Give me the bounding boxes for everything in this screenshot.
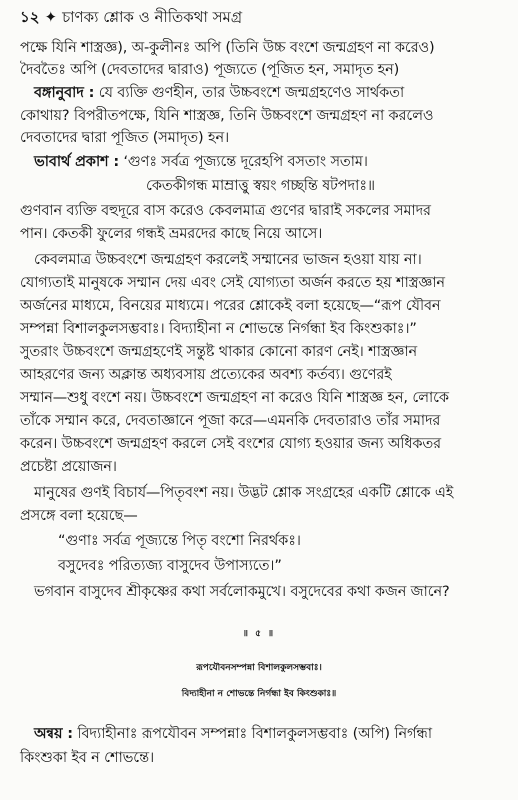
text-line: দৈবতৈঃ অপি (দেবতাদের দ্বারাও) পূজ্যতে (পূজিত হন, সমাদৃত হন) [20,62,400,78]
text-line: করেন। উচ্চবংশে জন্মগ্রহণ করলে সেই বংশের যোগ্য হওয়ার জন্য অধিকতর [20,436,441,452]
explanation-label: ভাবার্থ প্রকাশ : [34,154,119,170]
explanation-paragraph-first-line [34,152,368,172]
text-line: কিংশুকা ইব ন শোভন্তে। [20,750,154,766]
text-line: সম্মান—শুধু বংশে নয়। উচ্চবংশে জন্মগ্রহণ না করেও যিনি শাস্ত্রজ্ঞ হন, লোকে [20,390,449,406]
text-line: তাঁকে সম্মান করে, দেবতাজ্ঞানে পূজা করে—এমনকি দেবতারাও তাঁর সমাদর [20,413,441,429]
text-line: সম্পন্না বিশালকুলসম্ভবাঃ। বিদ্যাহীনা ন শোভন্তে নির্গন্ধা ইব কিংশুকাঃ।” [20,321,417,337]
text-line: গুণবান ব্যক্তি বহুদূরে বাস করেও কেবলমাত্র গুণের দ্বারাই সকলের সমাদর [20,203,431,219]
text-line: প্রসঙ্গে বলা হয়েছে— [20,508,138,524]
quoted-verse-line: “গুণাঃ সর্বত্র পূজ্যন্তে পিতৃ বংশো নিরর্থকঃ। [58,533,301,549]
book-title: চাণক্য শ্লোক ও নীতিকথা সমগ্র [62,8,243,26]
text-line: কেবলমাত্র উচ্চবংশে জন্মগ্রহণ করলেই সম্মানের ভাজন হওয়া যায় না। [34,252,422,268]
anvaya-label: অন্বয় : [34,726,73,742]
sanskrit-verse-line: বিদ্যাহীনা ন শোভন্তে নির্গন্ধা ইব কিংশুকাঃ॥ [181,689,337,699]
page-header [20,6,242,31]
quoted-verse-line: বসুদেবঃ পরিত্যজ্য বাসুদেব উপাস্যতে।” [58,558,282,574]
text-line: ভগবান বাসুদেব শ্রীকৃষ্ণের কথা সর্বলোকমুখে। বসুদেবের কথা কজন জানে? [34,584,450,600]
text-line: আহরণের জন্য অক্লান্ত অধ্যবসায় প্রত্যেকের অবশ্য কর্তব্য। গুণেরই [20,367,392,383]
quoted-verse-line: কেতকীগন্ধ মাম্রাত্তু স্বয়ং গচ্ছন্তি ষটপদাঃ॥ [146,178,375,194]
text-line: যোগ্যতাই মানুষকে সম্মান দেয় এবং সেই যোগ্যতা অর্জন করতে হয় শাস্ত্রজ্ঞান [20,275,445,291]
page-number: ১২ [20,8,40,26]
quoted-verse-line: ‘গুণঃ সর্বত্র পূজ্যন্তে দূরেহপি বসতাং সতাম। [123,154,368,170]
text-line: প্রচেষ্টা প্রয়োজন। [20,459,117,475]
text-line: পান। কেতকী ফুলের গন্ধই ভ্রমরদের কাছে নিয়ে আসে। [20,226,323,242]
text-line: মানুষের গুণই বিচার্য—পিতৃবংশ নয়। উদ্ভট শ্লোক সংগ্রহের একটি শ্লোকে এই [34,485,454,501]
text-line: কোথায়? বিপরীতপক্ষে, যিনি শাস্ত্রজ্ঞ, তিনি উচ্চবংশে জন্মগ্রহণ না করলেও [20,108,434,124]
text-line: অর্জনের মাধ্যমে, বিনয়ের মাধ্যমে। পরের শ্লোকেই বলা হয়েছে—“রূপ যৌবন [20,298,441,314]
text-line: দেবতাদের দ্বারা পূজিত (সমাদৃত) হন। [20,130,230,146]
star-icon: ✦ [44,8,58,26]
verse-number: ॥ ৫ ॥ [242,629,276,639]
anvaya-paragraph-first-line [34,724,432,744]
translation-paragraph-first-line [34,83,404,103]
sanskrit-verse-line: রূপযৌবনসম্পন্না বিশালকুলসম্ভবাঃ। [196,663,322,673]
text-line: সুতরাং উচ্চবংশে জন্মগ্রহণেই সন্তুষ্ট থাকার কোনো কারণ নেই। শাস্ত্রজ্ঞান [20,344,418,360]
translation-label: বঙ্গানুবাদ : [34,85,95,101]
anvaya-text: বিদ্যাহীনাঃ রূপযৌবন সম্পন্নাঃ বিশালকুলসম্ভবাঃ (অপি) নির্গন্ধা [77,726,432,742]
translation-text: যে ব্যক্তি গুণহীন, তার উচ্চবংশে জন্মগ্রহণেও সার্থকতা [98,85,405,101]
text-line: পক্ষে যিনি শাস্ত্রজ্ঞ), অ-কুলীনঃ অপি (তিনি উচ্চ বংশে জন্মগ্রহণ না করেও) [20,40,435,56]
